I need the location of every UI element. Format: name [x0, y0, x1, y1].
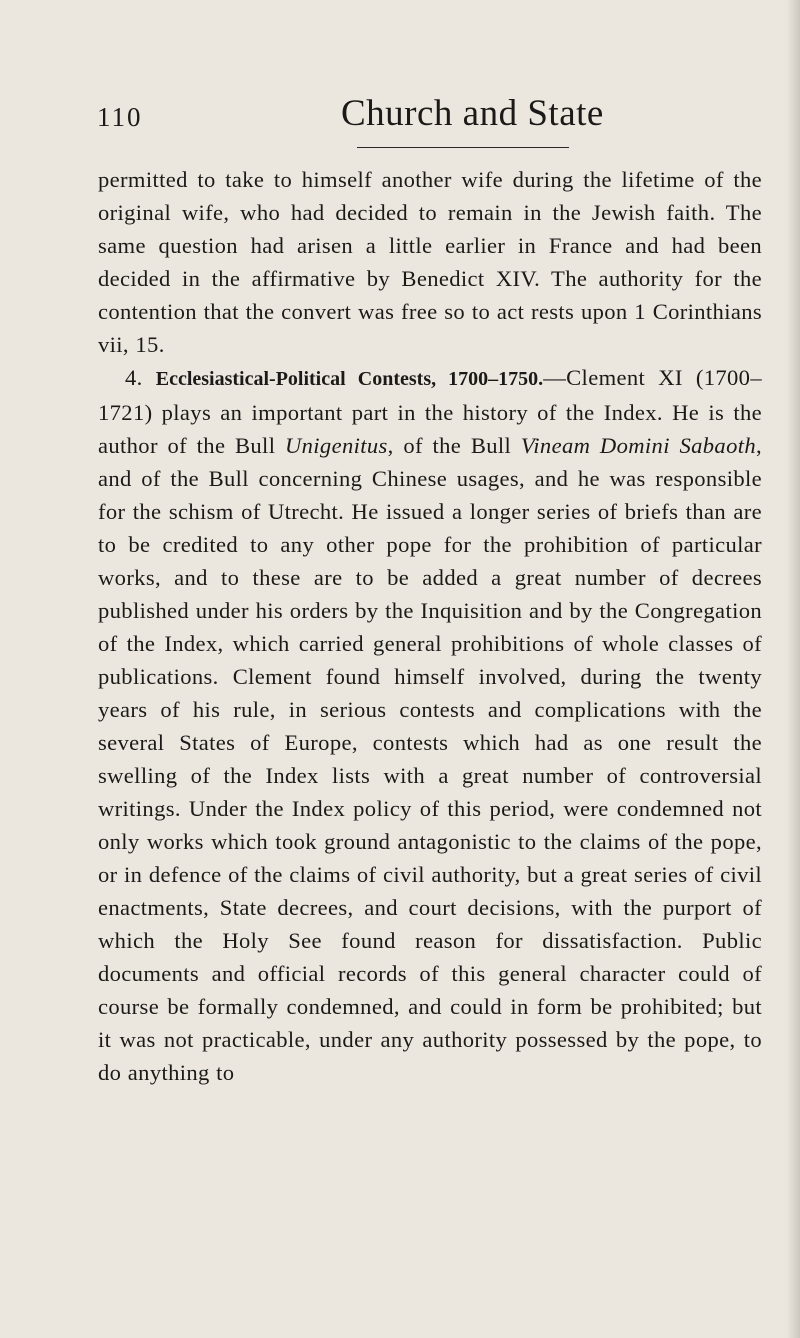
running-head [0, 92, 800, 142]
running-title: Church and State [341, 93, 604, 134]
section-heading: Ecclesiastical-Political Contests, 1700–1750. [155, 368, 544, 390]
page-edge-shadow [786, 0, 800, 1338]
paragraph-section-4 [98, 361, 762, 1089]
page-number: 110 [97, 102, 143, 132]
italic-title-unigenitus: Unigenitus [284, 433, 388, 458]
italic-title-vineam: Vineam Domini Sabaoth [520, 433, 756, 458]
paragraph-text-b: , of the Bull [387, 433, 521, 458]
body-text [98, 163, 762, 1089]
paragraph-text-c: , and of the Bull concerning Chinese usages, and he was responsible for the schism of Utrecht. He issued a longer series of briefs than are to be credited to any other pope for the prohibition of particular works, and to these are to be added a great number of decrees published under his orders by the Inquisition and by the Congregation of the Index, which carried general prohibitions of whole classes of publications. Clement found himself involved, during the twenty years of his rule, in serious contests and complications with the several States of Europe, contests which had as one result the swelling of the Index lists with a great number of controversial writings. Under the Index policy of this period, were condemned not only works which took ground antagonistic to the claims of the pope, or in defence of the claims of civil authority, but a great series of civil enactments, State decrees, and court decisions, with the purport of which the Holy See found reason for dissatisfaction. Public documents and official records of this general character could of course be formally condemned, and could in form be prohibited; but it was not practicable, under any authority possessed by the pope, to do anything to [98, 433, 762, 1085]
paragraph-text-a: Clement XI (1700–1721) plays an important part in the history of the Index. He is the author of the Bull [98, 365, 762, 458]
paragraph-continued: permitted to take to himself another wife during the lifetime of the original wife, who had decided to remain in the Jewish faith. The same question had arisen a little earlier in France and had been decided in the affirmative by Benedict XIV. The authority for the contention that the convert was free so to act rests upon 1 Corinthians vii, 15. [98, 167, 762, 357]
header-rule [357, 147, 569, 148]
section-number: 4. [125, 365, 156, 390]
section-dash: — [543, 365, 567, 390]
